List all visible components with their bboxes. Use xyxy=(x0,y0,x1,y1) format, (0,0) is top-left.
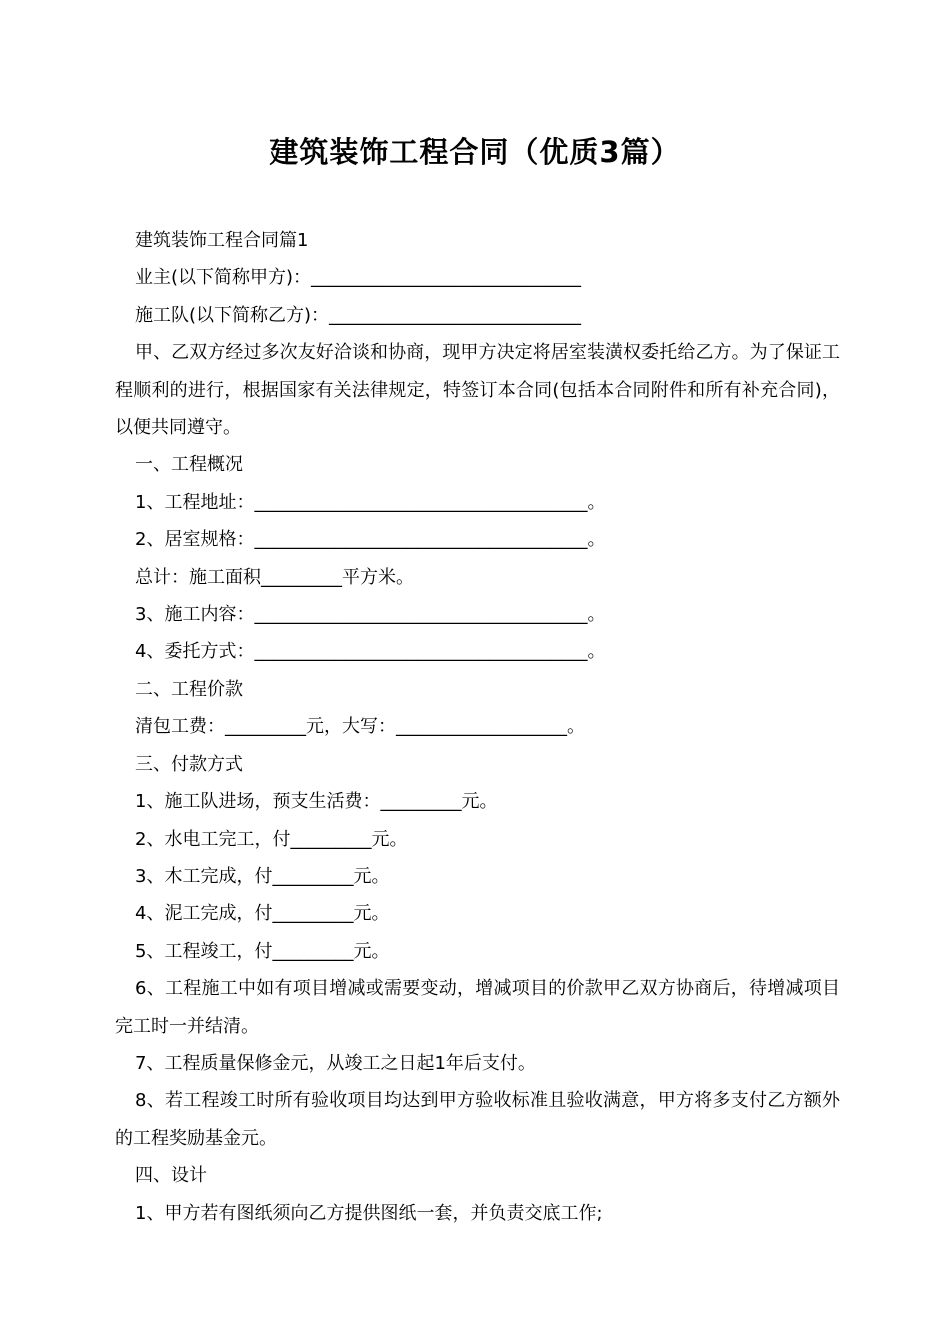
document-title: 建筑装饰工程合同（优质3篇） xyxy=(269,135,681,169)
work-content-line: 3、施工内容：_____________________________________。 xyxy=(135,604,606,626)
payment-item: 2、水电工完工，付_________元。 xyxy=(135,828,408,850)
project-address-line: 1、工程地址：_____________________________________。 xyxy=(135,491,606,513)
party-a-line: 业主(以下简称甲方)：______________________________ xyxy=(135,267,582,289)
room-spec-line: 2、居室规格：_____________________________________。 xyxy=(135,529,606,551)
party-b-line: 施工队(以下简称乙方)：____________________________ xyxy=(135,304,582,326)
payment-item-paragraph: 6、工程施工中如有项目增减或需要变动，增减项目的价款甲乙双方协商后，待增减项目完工时一并结清。 xyxy=(115,978,840,1037)
payment-item: 4、泥工完成，付_________元。 xyxy=(135,903,390,925)
payment-item: 3、木工完成，付_________元。 xyxy=(135,865,390,887)
payment-item: 1、施工队进场，预支生活费：_________元。 xyxy=(135,791,498,813)
total-area-line: 总计：施工面积_________平方米。 xyxy=(135,566,414,588)
section-heading-contract-1: 建筑装饰工程合同篇1 xyxy=(135,230,309,251)
intro-paragraph: 甲、乙双方经过多次友好洽谈和协商，现甲方决定将居室装潢权委托给乙方。为了保证工程顺利的进行，根据国家有关法律规定，特签订本合同(包括本合同附件和所有补充合同)，以便共同遵守。 xyxy=(115,342,840,439)
payment-item-paragraph: 8、若工程竣工时所有验收项目均达到甲方验收标准且验收满意，甲方将多支付乙方额外的工程奖励基金元。 xyxy=(115,1090,840,1149)
payment-item: 5、工程竣工，付_________元。 xyxy=(135,940,390,962)
section-heading-price: 二、工程价款 xyxy=(135,678,243,700)
labor-fee-line: 清包工费：_________元，大写：___________________。 xyxy=(135,716,585,738)
document-body xyxy=(115,222,840,1232)
section-heading-payment: 三、付款方式 xyxy=(135,753,243,775)
payment-item: 7、工程质量保修金元，从竣工之日起1年后支付。 xyxy=(135,1052,536,1074)
section-heading-overview: 一、工程概况 xyxy=(135,454,243,476)
section-heading-design: 四、设计 xyxy=(135,1165,207,1187)
design-item: 1、甲方若有图纸须向乙方提供图纸一套，并负责交底工作; xyxy=(135,1202,603,1224)
commission-method-line: 4、委托方式：_____________________________________。 xyxy=(135,641,606,663)
